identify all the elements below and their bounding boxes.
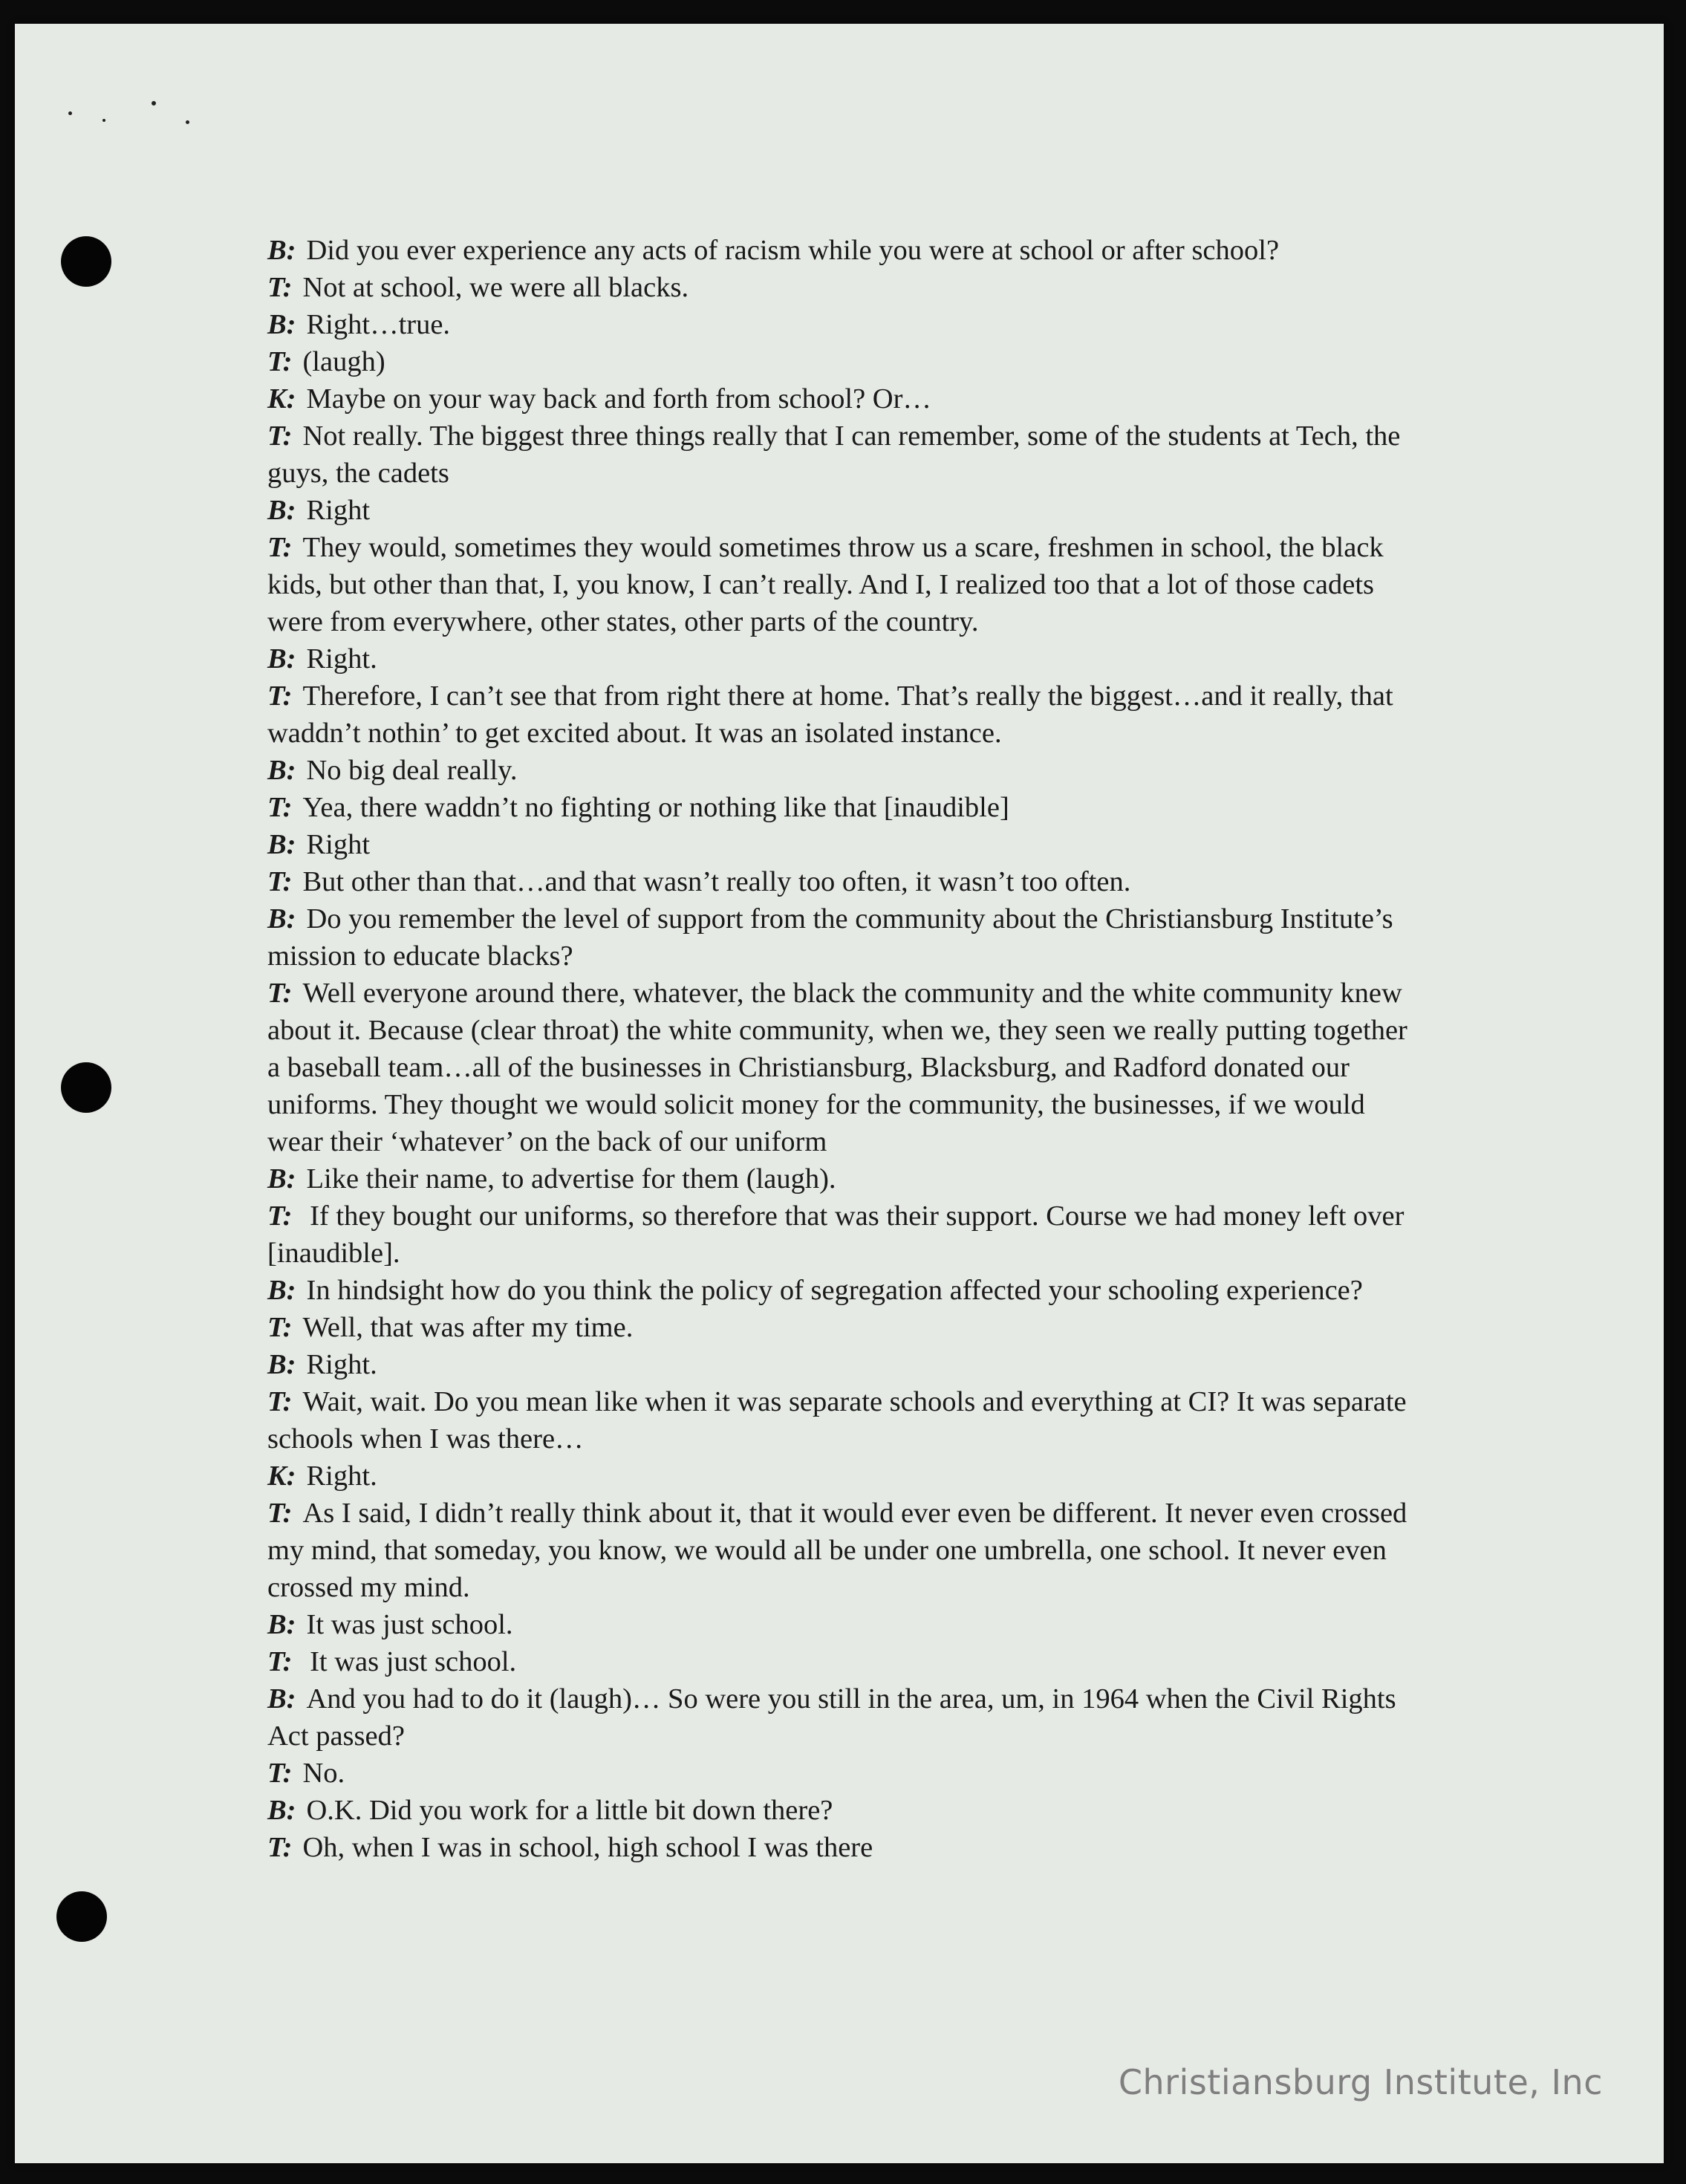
transcript-line bbox=[267, 1755, 1426, 1792]
speaker-label: B: bbox=[267, 309, 296, 340]
transcript-line bbox=[267, 1272, 1426, 1309]
paper-speck bbox=[186, 120, 189, 124]
transcript-line bbox=[267, 1309, 1426, 1346]
speaker-label: B: bbox=[267, 903, 296, 935]
utterance-text: It was just school. bbox=[306, 1609, 513, 1640]
utterance-text: (laugh) bbox=[302, 346, 385, 377]
speaker-label: T: bbox=[267, 1386, 293, 1417]
speaker-label: T: bbox=[267, 272, 293, 303]
speaker-label: B: bbox=[267, 755, 296, 786]
transcript-line bbox=[267, 1495, 1426, 1606]
binder-hole-top bbox=[61, 236, 111, 287]
utterance-text: Not at school, we were all blacks. bbox=[302, 272, 689, 303]
transcript-line bbox=[267, 1606, 1426, 1643]
transcript-line bbox=[267, 975, 1426, 1160]
speaker-label: T: bbox=[267, 346, 293, 377]
transcript-line bbox=[267, 1792, 1426, 1829]
speaker-label: T: bbox=[267, 1646, 293, 1677]
utterance-text: And you had to do it (laugh)… So were you still in the area, um, in 1964 when the Civil Rights Act passed? bbox=[267, 1683, 1396, 1752]
utterance-text: Therefore, I can’t see that from right there at home. That’s really the biggest…and it really, that waddn’t nothin’ to get excited about. It was an isolated instance. bbox=[267, 680, 1393, 749]
speaker-label: T: bbox=[267, 680, 293, 712]
speaker-label: T: bbox=[267, 866, 293, 897]
transcript-line bbox=[267, 343, 1426, 380]
transcript-line bbox=[267, 1383, 1426, 1457]
utterance-text: Right. bbox=[306, 1460, 377, 1492]
transcript-line bbox=[267, 640, 1426, 677]
speaker-label: B: bbox=[267, 495, 296, 526]
paper-speck bbox=[102, 119, 105, 122]
speaker-label: B: bbox=[267, 1609, 296, 1640]
speaker-label: B: bbox=[267, 829, 296, 860]
transcript-line bbox=[267, 826, 1426, 863]
transcript-line bbox=[267, 306, 1426, 343]
speaker-label: K: bbox=[267, 383, 296, 415]
transcript-line bbox=[267, 1160, 1426, 1197]
utterance-text: Did you ever experience any acts of racism while you were at school or after school? bbox=[306, 235, 1280, 266]
transcript-line bbox=[267, 232, 1426, 269]
utterance-text: Oh, when I was in school, high school I was there bbox=[302, 1832, 873, 1863]
document-page bbox=[15, 24, 1664, 2163]
speaker-label: T: bbox=[267, 1312, 293, 1343]
utterance-text: Right…true. bbox=[306, 309, 451, 340]
utterance-text: Right bbox=[306, 829, 371, 860]
utterance-text: Right. bbox=[306, 1349, 377, 1380]
speaker-label: B: bbox=[267, 1349, 296, 1380]
speaker-label: T: bbox=[267, 1758, 293, 1789]
speaker-label: T: bbox=[267, 978, 293, 1009]
utterance-text: They would, sometimes they would sometimes throw us a scare, freshmen in school, the black kids, but other than that, I, you know, I can’t really. And I, I realized too that a lot of those cadets were from everywhere, other states, other parts of the country. bbox=[267, 532, 1384, 637]
utterance-text: No. bbox=[302, 1758, 345, 1789]
transcript-line bbox=[267, 1346, 1426, 1383]
transcript-line bbox=[267, 1457, 1426, 1495]
utterance-text: As I said, I didn’t really think about it, that it would ever even be different. It never even crossed my mind, that someday, you know, we would all be under one umbrella, one school. It never even crossed my mind. bbox=[267, 1498, 1407, 1603]
speaker-label: B: bbox=[267, 1795, 296, 1826]
utterance-text: No big deal really. bbox=[306, 755, 518, 786]
transcript-line bbox=[267, 492, 1426, 529]
speaker-label: B: bbox=[267, 1163, 296, 1195]
transcript-line bbox=[267, 863, 1426, 900]
utterance-text: Well everyone around there, whatever, the black the community and the white community knew about it. Because (clear throat) the white community, when we, they seen we really putting together a baseball team…all of the businesses in Christiansburg, Blacksburg, and Radford donated our uniforms. They thought we would solicit money for the community, the businesses, if we would wear their ‘whatever’ on the back of our uniform bbox=[267, 978, 1407, 1157]
binder-hole-middle bbox=[61, 1062, 111, 1113]
speaker-label: T: bbox=[267, 532, 293, 563]
utterance-text: Well, that was after my time. bbox=[302, 1312, 634, 1343]
utterance-text: But other than that…and that wasn’t really too often, it wasn’t too often. bbox=[302, 866, 1131, 897]
transcript-line bbox=[267, 1829, 1426, 1866]
utterance-text: O.K. Did you work for a little bit down there? bbox=[306, 1795, 833, 1826]
binder-hole-bottom bbox=[56, 1891, 107, 1942]
speaker-label: T: bbox=[267, 1832, 293, 1863]
speaker-label: B: bbox=[267, 643, 296, 675]
transcript-line bbox=[267, 417, 1426, 492]
utterance-text: Maybe on your way back and forth from school? Or… bbox=[306, 383, 931, 415]
utterance-text: Yea, there waddn’t no fighting or nothing like that [inaudible] bbox=[302, 792, 1009, 823]
transcript-line bbox=[267, 677, 1426, 752]
transcript-line bbox=[267, 1680, 1426, 1755]
utterance-text: Right. bbox=[306, 643, 377, 675]
utterance-text: If they bought our uniforms, so therefore that was their support. Course we had money left over [inaudible]. bbox=[267, 1200, 1405, 1269]
transcript-line bbox=[267, 900, 1426, 975]
speaker-label: B: bbox=[267, 1275, 296, 1306]
interview-transcript bbox=[267, 232, 1426, 1866]
transcript-line bbox=[267, 1643, 1426, 1680]
speaker-label: T: bbox=[267, 420, 293, 452]
transcript-line bbox=[267, 380, 1426, 417]
utterance-text: Not really. The biggest three things really that I can remember, some of the students at Tech, the guys, the cadets bbox=[267, 420, 1401, 489]
paper-speck bbox=[68, 111, 72, 115]
transcript-line bbox=[267, 269, 1426, 306]
utterance-text: It was just school. bbox=[302, 1646, 517, 1677]
paper-speck bbox=[152, 101, 156, 105]
transcript-line bbox=[267, 1197, 1426, 1272]
utterance-text: Like their name, to advertise for them (laugh). bbox=[306, 1163, 836, 1195]
speaker-label: K: bbox=[267, 1460, 296, 1492]
utterance-text: Wait, wait. Do you mean like when it was separate schools and everything at CI? It was separate schools when I was there… bbox=[267, 1386, 1407, 1455]
transcript-line bbox=[267, 529, 1426, 640]
utterance-text: In hindsight how do you think the policy of segregation affected your schooling experience? bbox=[306, 1275, 1363, 1306]
speaker-label: T: bbox=[267, 792, 293, 823]
speaker-label: B: bbox=[267, 1683, 296, 1715]
utterance-text: Right bbox=[306, 495, 371, 526]
transcript-line bbox=[267, 752, 1426, 789]
speaker-label: T: bbox=[267, 1200, 293, 1232]
watermark: Christiansburg Institute, Inc bbox=[1118, 2062, 1603, 2102]
speaker-label: T: bbox=[267, 1498, 293, 1529]
utterance-text: Do you remember the level of support from the community about the Christiansburg Institute’s mission to educate blacks? bbox=[267, 903, 1393, 972]
transcript-line bbox=[267, 789, 1426, 826]
speaker-label: B: bbox=[267, 235, 296, 266]
